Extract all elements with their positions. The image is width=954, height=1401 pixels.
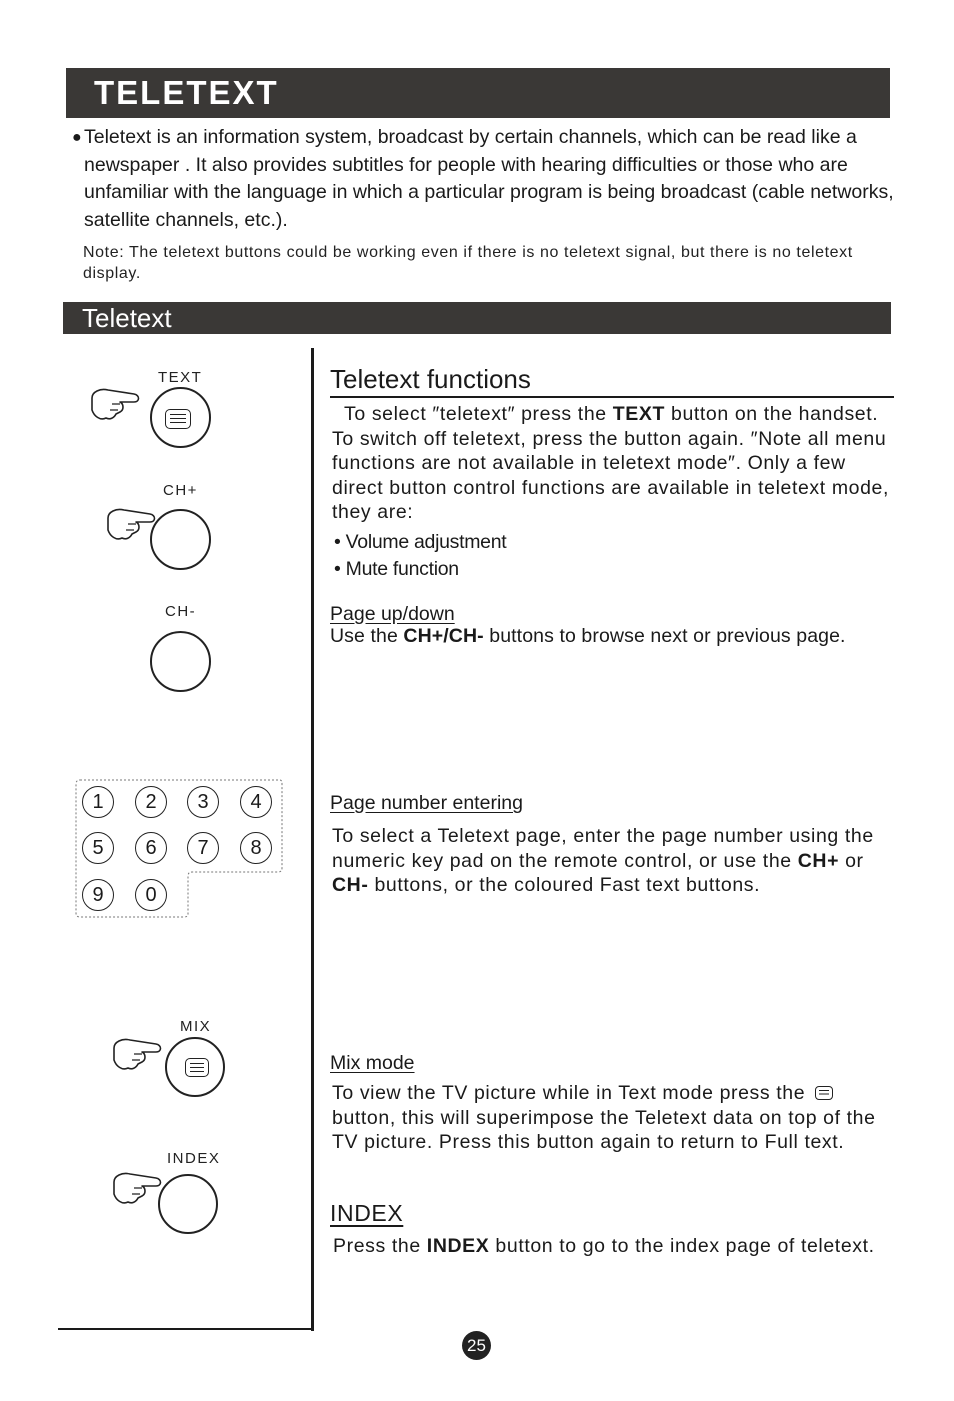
mix-button-label: MIX (180, 1018, 212, 1035)
key-2: 2 (135, 786, 167, 818)
chminus-button-label: CH- (165, 603, 197, 620)
section-title: Teletext (82, 303, 172, 333)
key-7: 7 (187, 832, 219, 864)
page-updown-text: Use the CH+/CH- buttons to browse next or previous page. (330, 625, 846, 647)
chplus-button-label: CH+ (163, 482, 198, 499)
hand-icon (90, 388, 170, 438)
section-bar (63, 302, 891, 334)
hand-icon (112, 1172, 192, 1222)
page-number-heading: Page number entering (330, 792, 523, 814)
key-0: 0 (135, 879, 167, 911)
text-button-label: TEXT (158, 369, 203, 386)
note-text: Note: The teletext buttons could be working even if there is no teletext signal, but there is no teletext display. (83, 244, 853, 282)
bullet-mute: • Mute function (334, 558, 459, 580)
page-number: 25 (462, 1331, 491, 1360)
functions-intro: To select ″teletext″ press the TEXT button on the handset. To switch off teletext, press the button again. ″Note all menu functions are not available in teletext mode″. Only a few direct button control functions are available in teletext mode, they are: (332, 403, 890, 523)
bottom-rule (58, 1328, 314, 1330)
hand-icon (112, 1038, 192, 1088)
page-title: TELETEXT (94, 74, 279, 111)
key-9: 9 (82, 879, 114, 911)
column-divider (311, 348, 314, 1331)
hand-icon (106, 508, 186, 558)
functions-title-rule (330, 396, 894, 398)
key-5: 5 (82, 832, 114, 864)
functions-title: Teletext functions (330, 364, 531, 394)
chminus-button (150, 631, 211, 692)
page-number-text: To select a Teletext page, enter the page number using the numeric key pad on the remote control, or use the CH+ or CH- buttons, or the coloured Fast text buttons. (332, 825, 874, 896)
key-6: 6 (135, 832, 167, 864)
index-button-label: INDEX (167, 1150, 221, 1167)
numeric-keypad (74, 778, 284, 918)
index-heading: INDEX (330, 1200, 404, 1226)
key-3: 3 (187, 786, 219, 818)
teletext-mini-icon (815, 1086, 833, 1100)
index-text: Press the INDEX button to go to the index page of teletext. (333, 1235, 875, 1257)
page-updown-heading: Page up/down (330, 603, 455, 625)
mix-mode-text: To view the TV picture while in Text mode press the button, this will superimpose the Teletext data on top of the TV picture. Press this button again to return to Full text. (332, 1082, 876, 1153)
key-8: 8 (240, 832, 272, 864)
key-4: 4 (240, 786, 272, 818)
intro-bullet: ● (72, 129, 82, 146)
intro-text: Teletext is an information system, broadcast by certain channels, which can be read like a newspaper . It also provides subtitles for people with hearing difficulties or those who are unfamiliar with the language in which a particular program is being broadcast (cable networks, satellite channels, etc.). (84, 126, 894, 231)
mix-mode-heading: Mix mode (330, 1052, 415, 1074)
bullet-volume: • Volume adjustment (334, 531, 507, 553)
key-1: 1 (82, 786, 114, 818)
